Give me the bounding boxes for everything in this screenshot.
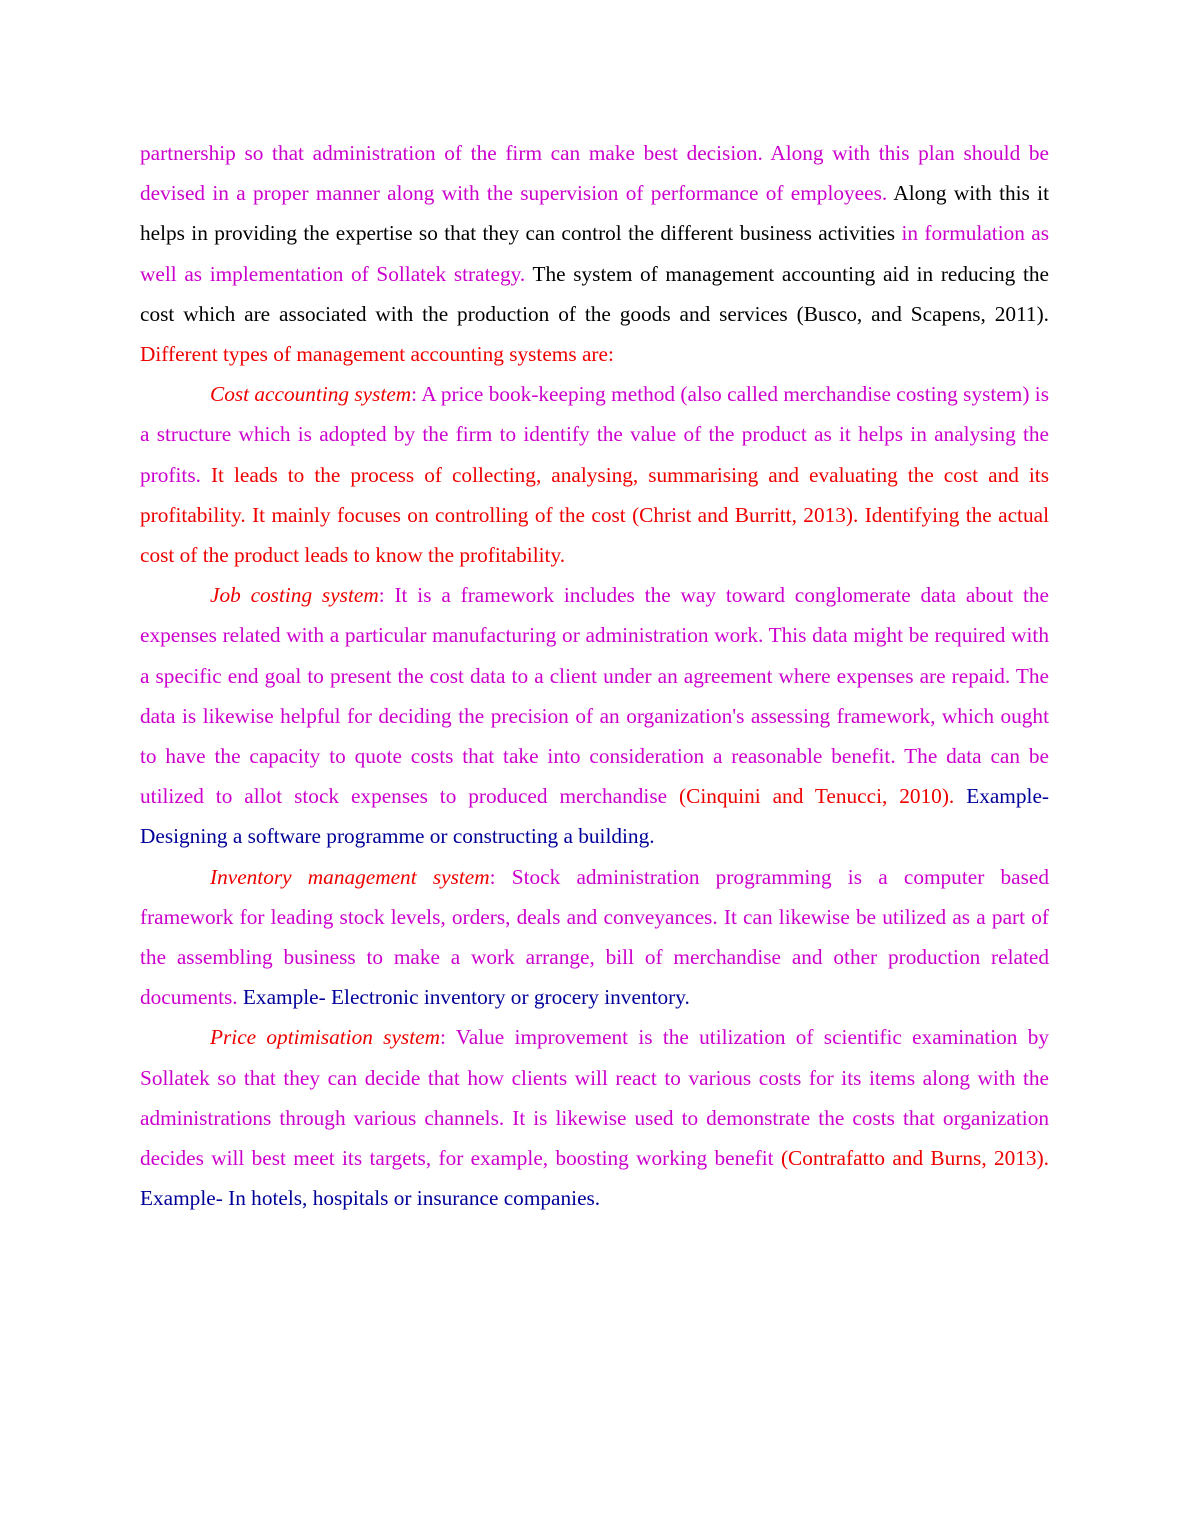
intro-text-4: The system of management accounting aid in reducing the cost which are associated with the production of the goods and services (Busco, and Scapens, 2011). bbox=[140, 261, 1049, 326]
intro-text-5: Different types of management accounting systems are: bbox=[140, 342, 614, 367]
job-costing-citation: (Cinquini and Tenucci, 2010). bbox=[679, 784, 955, 809]
job-costing-example: Example- Designing a software programme or constructing a building. bbox=[140, 784, 1049, 849]
inventory-term: Inventory management system bbox=[210, 864, 490, 889]
paragraph-price-optimisation bbox=[140, 1017, 1049, 1218]
paragraph-intro bbox=[140, 133, 1049, 374]
price-optimisation-citation: (Contrafatto and Burns, 2013). bbox=[780, 1146, 1049, 1171]
intro-text-1: partnership so that administration of the firm can make best decision. Along with this plan should be devised in a proper manner along with the supervision of performance of employees. bbox=[140, 141, 1049, 206]
paragraph-inventory bbox=[140, 857, 1049, 1018]
price-optimisation-term: Price optimisation system bbox=[210, 1025, 440, 1050]
price-optimisation-text: : Value improvement is the utilization of scientific examination by Sollatek so that they can decide that how clients will react to various costs for its items along with the administrations through various channels. It is likewise used to demonstrate the costs that organization decides will best meet its targets, for example, boosting working benefit bbox=[140, 1025, 1049, 1171]
paragraph-cost-accounting bbox=[140, 374, 1049, 575]
document-body bbox=[140, 133, 1049, 1218]
job-costing-term: Job costing system bbox=[210, 583, 379, 608]
inventory-text: : Stock administration programming is a computer based framework for leading stock levels, orders, deals and conveyances. It can likewise be utilized as a part of the assembling business to make a work arrange, bill of merchandise and other production related documents. bbox=[140, 864, 1049, 1010]
cost-accounting-text-1: : A price book-keeping method (also called merchandise costing system) is a structure which is adopted by the firm to identify the value of the product as it helps in analysing the profits. bbox=[140, 382, 1049, 487]
paragraph-job-costing bbox=[140, 575, 1049, 856]
cost-accounting-text-2: It leads to the process of collecting, analysing, summarising and evaluating the cost and its profitability. It mainly focuses on controlling of the cost (Christ and Burritt, 2013). Identifying the actual cost of the product leads to know the profitability. bbox=[140, 462, 1049, 568]
inventory-example: Example- Electronic inventory or grocery inventory. bbox=[242, 985, 690, 1010]
intro-text-3: in formulation as well as implementation of Sollatek strategy. bbox=[140, 221, 1049, 286]
intro-text-2: Along with this it helps in providing the expertise so that they can control the different business activities bbox=[140, 181, 1049, 246]
job-costing-text: : It is a framework includes the way toward conglomerate data about the expenses related with a particular manufacturing or administration work. This data might be required with a specific end goal to present the cost data to a client under an agreement where expenses are repaid. The data is likewise helpful for deciding the precision of an organization's assessing framework, which ought to have the capacity to quote costs that take into consideration a reasonable benefit. The data can be utilized to allot stock expenses to produced merchandise bbox=[140, 583, 1049, 809]
price-optimisation-example: Example- In hotels, hospitals or insurance companies. bbox=[140, 1186, 601, 1211]
cost-accounting-term: Cost accounting system bbox=[210, 382, 412, 407]
